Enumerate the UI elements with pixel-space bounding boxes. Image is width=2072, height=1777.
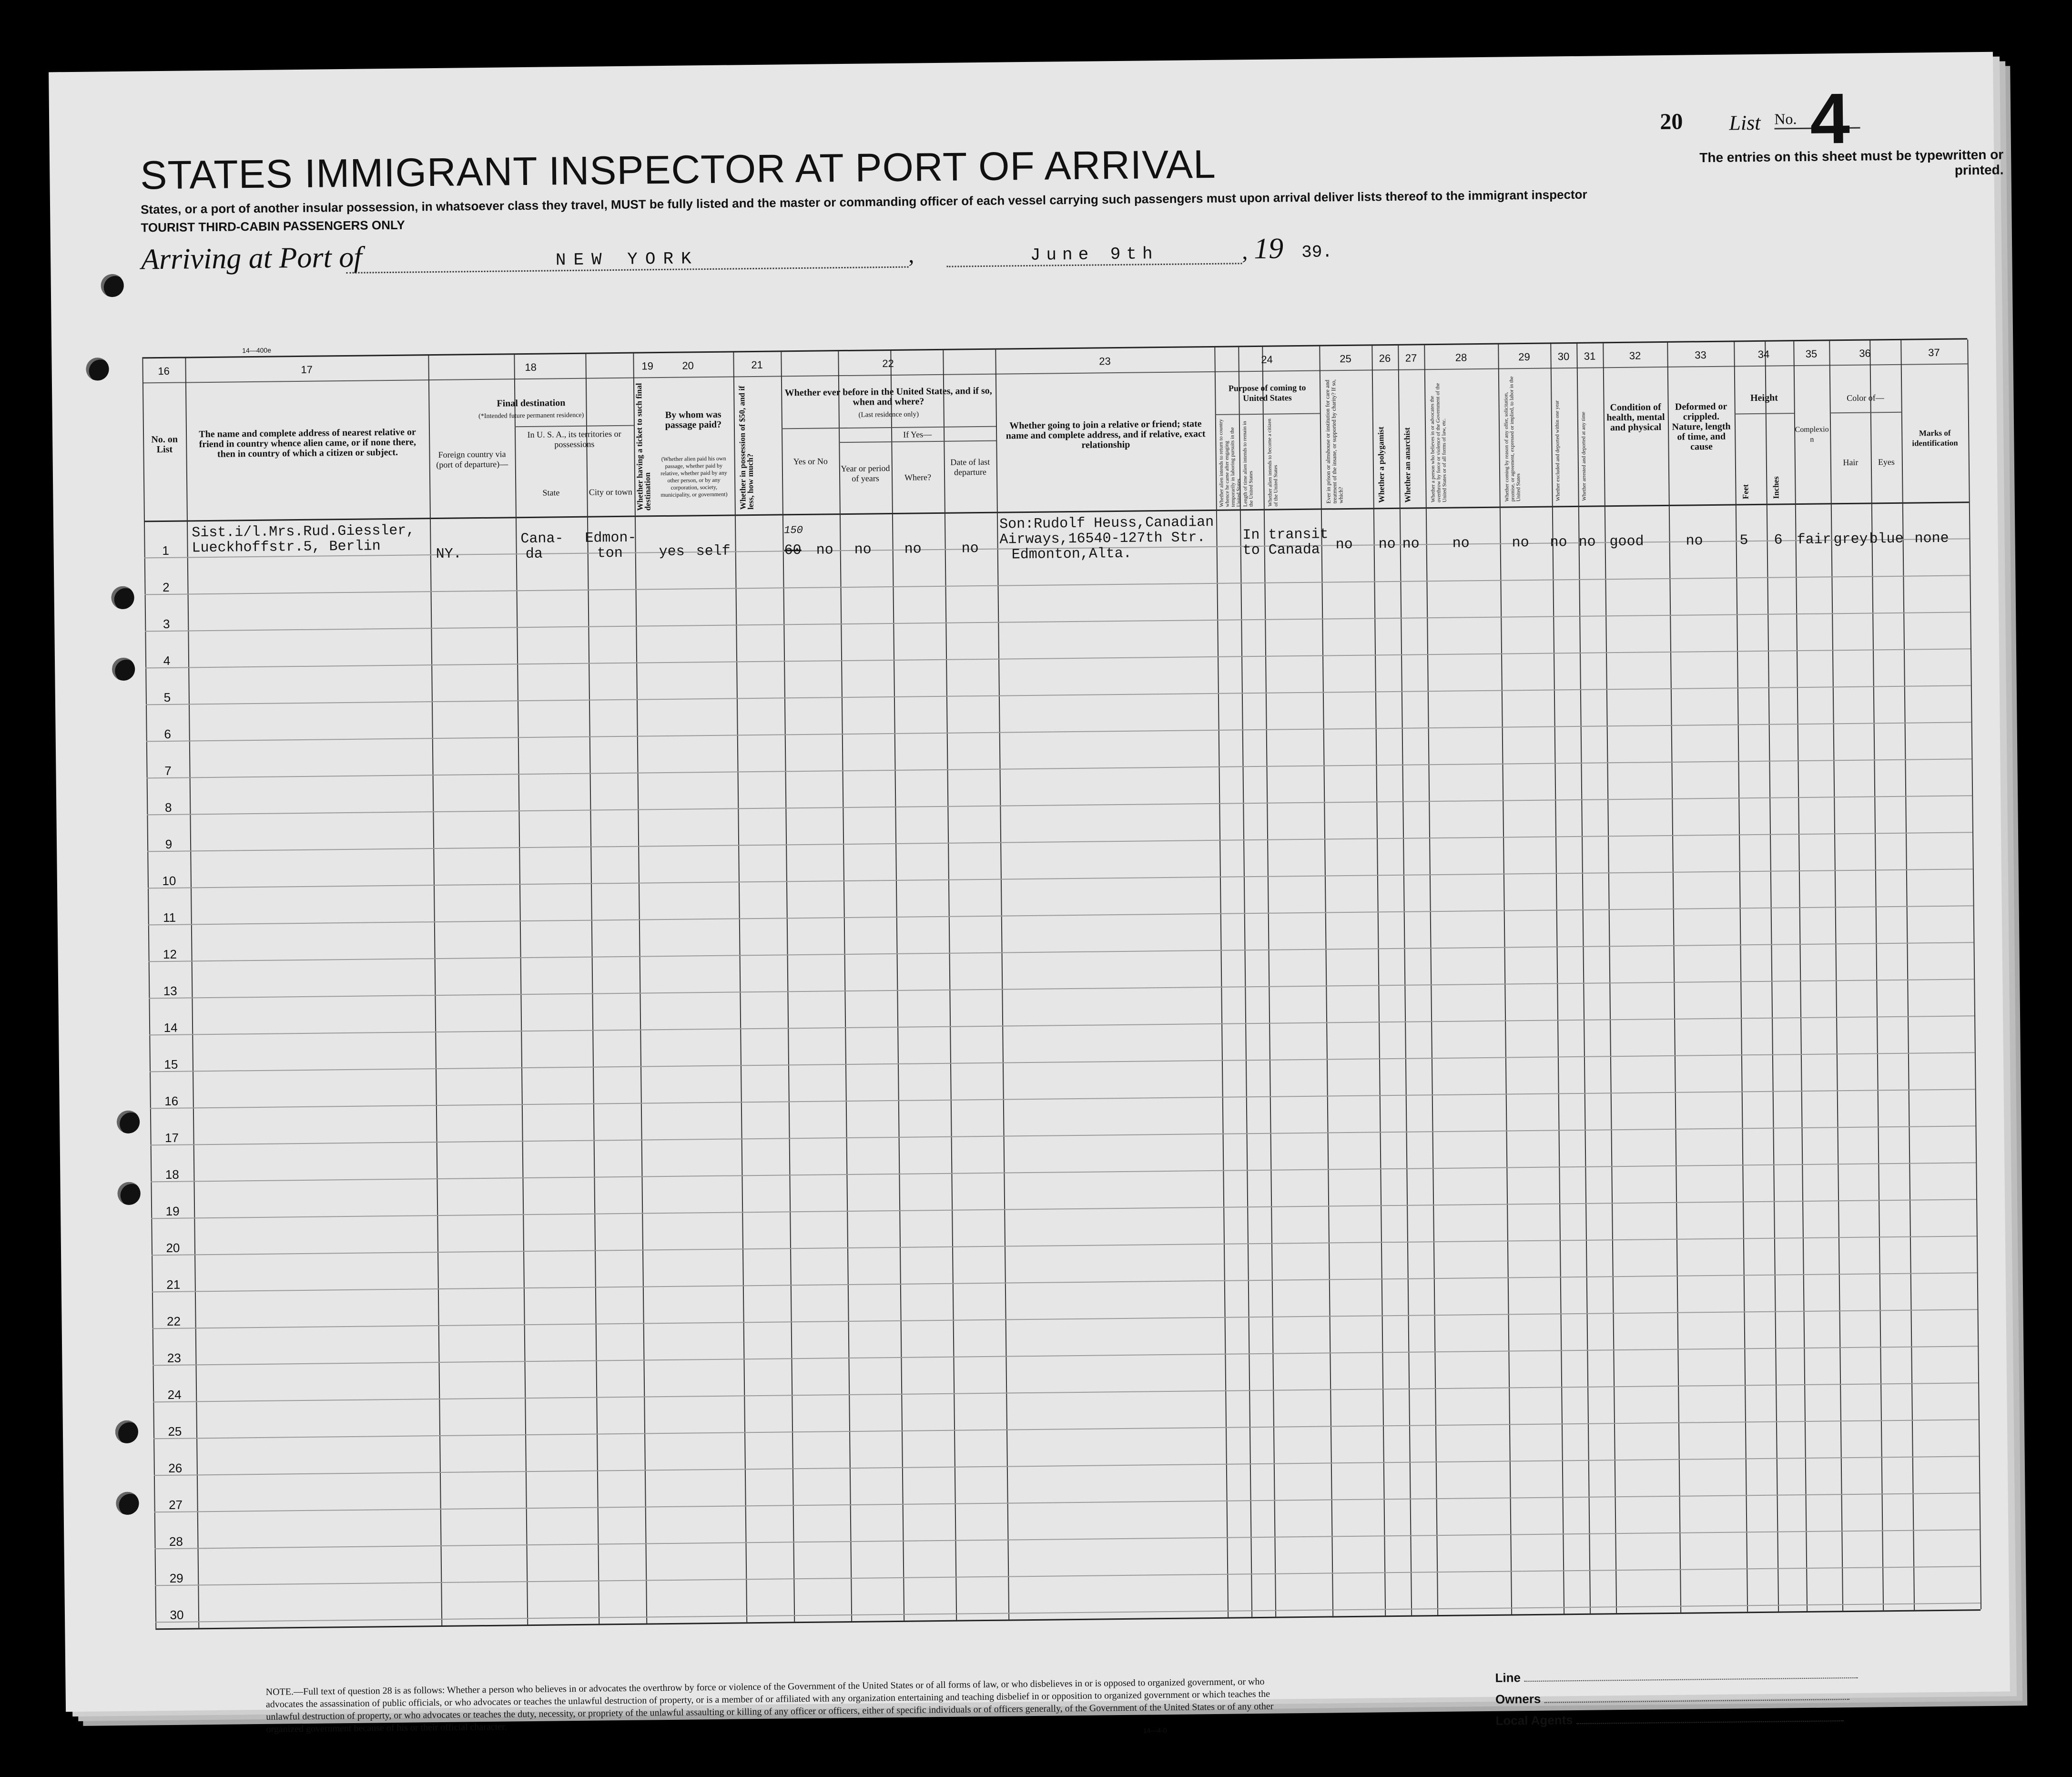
- row-number: 11: [163, 910, 176, 925]
- last-departure-header: Date of last departure: [950, 457, 990, 477]
- col-31-number: 31: [1584, 350, 1596, 362]
- row-number: 10: [162, 873, 176, 888]
- row-line: [152, 1236, 1977, 1256]
- row-line: [155, 1529, 1980, 1549]
- purpose-header: Purpose of coming to United States: [1228, 382, 1306, 403]
- col-18-number: 18: [525, 361, 537, 374]
- money-correction-cell: 150: [784, 524, 803, 537]
- polygamist-cell: no: [1378, 536, 1396, 553]
- col-23-number: 23: [1099, 355, 1111, 368]
- arrested-header: Whether arrested and deported at any time: [1580, 411, 1587, 501]
- final-destination-header: Final destination: [497, 398, 566, 409]
- binder-hole: [111, 586, 134, 610]
- separator: ,: [908, 242, 914, 268]
- row-line: [148, 905, 1973, 925]
- row-line: [151, 1199, 1976, 1219]
- list-number: 4: [1809, 78, 1850, 159]
- yes-no-header: Yes or No: [793, 456, 828, 467]
- line-label: Line: [1495, 1670, 1521, 1685]
- ticket-header: Whether having a ticket to such final destination: [634, 383, 652, 511]
- col-37-number: 37: [1928, 346, 1940, 359]
- complexion-header: Complexion: [1795, 425, 1829, 444]
- inches-header: Inches: [1771, 476, 1781, 499]
- arrival-date: June 9th: [946, 243, 1242, 267]
- inches-cell: 6: [1774, 532, 1783, 549]
- row-line: [150, 1052, 1975, 1072]
- arrested-cell: no: [1578, 534, 1596, 551]
- col-29-number: 29: [1518, 350, 1530, 363]
- height-header: Height: [1750, 392, 1778, 404]
- form-code: 14—400e: [242, 346, 272, 355]
- anarchist-cell: no: [1402, 536, 1420, 552]
- row-line: [148, 868, 1973, 888]
- if-yes-header: If Yes—: [903, 429, 932, 439]
- paid-by-cell: self: [696, 543, 731, 560]
- passage-paid-header: By whom was passage paid?: [665, 409, 722, 430]
- col-35-number: 35: [1805, 347, 1818, 360]
- ever-before-header: Whether ever before in the United States, and if so, when and where?: [784, 385, 992, 408]
- row-line: [146, 685, 1971, 705]
- row-number: 13: [163, 983, 177, 999]
- year-prefix: 20: [1660, 109, 1683, 135]
- labor-offer-cell: no: [1512, 534, 1529, 551]
- row-line: [152, 1272, 1977, 1292]
- row-number: 8: [164, 800, 172, 815]
- state-cell-line1: Cana-: [520, 531, 564, 548]
- overthrow-header: Whether a person who believes in or advocates the overthrow by force or violence of the Government of the United States or of all forms of law, etc.: [1429, 383, 1448, 503]
- row-number: 1: [162, 543, 170, 558]
- eyes-cell: blue: [1869, 531, 1904, 548]
- arrival-label: Arriving at Port of: [141, 241, 362, 276]
- last-departure-cell: no: [961, 541, 979, 557]
- city-header: City or town: [589, 487, 632, 497]
- row-number: 25: [168, 1424, 182, 1439]
- row-line: [154, 1492, 1980, 1512]
- list-no-field: No.: [1774, 110, 1860, 130]
- row-line: [147, 758, 1972, 778]
- joining-city-cell: Edmonton,Alta.: [1011, 545, 1132, 563]
- row-line: [153, 1346, 1978, 1366]
- city-cell-line2: ton: [597, 545, 623, 562]
- row-line: [150, 1089, 1975, 1109]
- col-34-number: 34: [1757, 348, 1770, 360]
- row-number: 5: [163, 690, 171, 705]
- row-number: 27: [168, 1497, 183, 1512]
- row-number: 7: [164, 763, 172, 778]
- col-33-number: 33: [1695, 349, 1706, 361]
- joining-header: Whether going to join a relative or friend; state name and complete address, and if relative, exact relationship: [1006, 419, 1206, 450]
- binder-hole: [117, 1182, 141, 1205]
- row-line: [152, 1309, 1978, 1329]
- marks-cell: none: [1914, 530, 1949, 547]
- relative-address-cell: Lueckhoffstr.5, Berlin: [192, 538, 381, 557]
- ever-before-cell: no: [816, 542, 833, 559]
- col-20-number: 20: [682, 359, 694, 372]
- list-label: List: [1729, 111, 1761, 135]
- row-line: [145, 575, 1970, 595]
- row-line: [147, 795, 1972, 815]
- col-30-number: 30: [1557, 350, 1570, 363]
- deformed-cell: no: [1686, 533, 1703, 550]
- row-number: 6: [164, 726, 172, 741]
- hair-cell: grey: [1833, 531, 1868, 548]
- row-line: [151, 1162, 1976, 1182]
- col-26-number: 26: [1379, 352, 1391, 365]
- row-number: 22: [166, 1314, 181, 1329]
- row-line: [145, 648, 1970, 668]
- where-header: Where?: [904, 472, 932, 482]
- feet-cell: 5: [1739, 532, 1748, 549]
- row-number: 12: [163, 947, 177, 962]
- hair-header: Hair: [1843, 457, 1859, 468]
- row-number: 15: [164, 1057, 178, 1072]
- final-destination-sub: (*Intended future permanent residence): [478, 411, 584, 420]
- binder-hole: [116, 1492, 139, 1515]
- binder-hole: [115, 1420, 139, 1444]
- manifest-table: [142, 338, 1981, 1630]
- excluded-cell: no: [1550, 534, 1567, 551]
- passage-paid-note: (Whether alien paid his own passage, whether paid by relative, whether paid by any other person, or by any corporation, society, municipality, or government): [660, 455, 728, 499]
- color-header: Color of—: [1847, 393, 1884, 403]
- purpose-length-header: Length of time alien intends to remain in the United States: [1241, 421, 1254, 507]
- excluded-header: Whether excluded and deported within one year: [1554, 400, 1561, 501]
- row-line: [149, 979, 1974, 999]
- complexion-cell: fair: [1797, 531, 1831, 549]
- prison-header: Ever in prison or almshouse or institution for care and treatment of the insane, or supported by charity? If so, which?: [1324, 379, 1344, 504]
- arrival-port: NEW YORK: [346, 247, 908, 274]
- fifty-dollars-header: Whether in possession of $50, and if less, how much?: [737, 386, 755, 510]
- row-line: [149, 942, 1974, 962]
- row-number: 4: [163, 653, 171, 668]
- anarchist-header: Whether an anarchist: [1402, 427, 1412, 503]
- manifest-sheet: [49, 52, 2010, 1735]
- city-cell-line1: Edmon-: [585, 530, 637, 547]
- row-number: 26: [168, 1460, 183, 1475]
- row-number: 3: [163, 616, 170, 632]
- separator: ,: [1241, 239, 1248, 265]
- row-number: 20: [166, 1240, 180, 1256]
- row-number: 30: [170, 1607, 184, 1622]
- col-25-number: 25: [1340, 352, 1351, 365]
- eyes-header: Eyes: [1878, 457, 1895, 467]
- col-22-number: 22: [882, 357, 894, 370]
- row-number: 9: [165, 837, 173, 851]
- purpose-return-header: Whether alien intends to return to country whence he came after engaging temporarily in laboring pursuits in the United States: [1218, 419, 1242, 507]
- row-number: 21: [166, 1277, 181, 1292]
- binder-hole: [117, 1111, 140, 1134]
- relative-header: The name and complete address of nearest relative or friend in country whence alien came, or if none there, then in country of which a citizen or subject.: [199, 427, 416, 460]
- foreign-via-header: Foreign country via (port of departure)—: [436, 449, 508, 470]
- passenger-class: TOURIST THIRD-CABIN PASSENGERS ONLY: [141, 217, 405, 235]
- binder-hole: [101, 274, 124, 297]
- money-cell: 60: [784, 542, 802, 559]
- owners-label: Owners: [1495, 1691, 1541, 1706]
- no-on-list-header: No. on List: [151, 434, 178, 455]
- binder-hole: [112, 658, 135, 681]
- col-19-number: 19: [641, 360, 653, 372]
- purpose-cell-line1: In transit: [1242, 526, 1329, 544]
- col-27-number: 27: [1405, 352, 1417, 364]
- col-36-number: 36: [1859, 347, 1871, 359]
- joining-address-cell: Airways,16540-127th Str.: [999, 530, 1206, 548]
- where-cell: no: [904, 541, 922, 558]
- purpose-citizen-header: Whether alien intends to become a citizen of the United States: [1266, 419, 1279, 507]
- health-cell: good: [1609, 533, 1644, 551]
- year-period-cell: no: [854, 541, 872, 558]
- row-number: 14: [163, 1020, 178, 1035]
- row-line: [153, 1382, 1978, 1402]
- row-line: [146, 722, 1971, 742]
- usa-header: In U. S. A., its territories or possessions: [527, 429, 621, 449]
- entries-note: The entries on this sheet must be typewritten or printed.: [1699, 147, 2004, 178]
- row-number: 16: [164, 1093, 179, 1109]
- question-28-note: NOTE.—Full text of question 28 is as follows: Whether a person who believes in or advocates the overthrow by force or violence of the Government of the United States or of all forms of law, or who disbelieves in or is opposed to organized government, or who advocates the assassination of public officials, or who advocates or teaches the unlawful destruction of property, or is a member of or affiliated with any organization entertaining and teaching disbelief in or opposition to organized government or which teaches the unlawful destruction of property, or who advocates or teaches the duty, necessity, or propriety of the unlawful assaulting or killing of any officer or officers, either of specific individuals or of officers generally, of the Government of the United States or of any other organized government because of his or their official character.: [265, 1676, 1274, 1735]
- row-number: 23: [167, 1350, 181, 1365]
- relative-name-cell: Sist.i/l.Mrs.Rud.Giessler,: [192, 522, 415, 541]
- purpose-cell-line2: to Canada: [1242, 541, 1320, 559]
- col-32-number: 32: [1629, 349, 1641, 362]
- row-number: 24: [167, 1387, 182, 1402]
- labor-offer-header: Whether coming by reason of any offer, solicitation, promise, or agreement, expressed or implied, to labor in the United States: [1503, 376, 1522, 502]
- col-16-number: 16: [158, 365, 170, 378]
- row-number: 29: [169, 1571, 183, 1585]
- row-line: [153, 1419, 1979, 1439]
- binder-hole: [86, 357, 109, 381]
- prison-cell: no: [1335, 536, 1353, 553]
- agents-label: Local Agents: [1495, 1713, 1573, 1728]
- arrival-year-suffix: 39.: [1301, 242, 1333, 262]
- row-line: [154, 1456, 1979, 1476]
- col-28-number: 28: [1455, 351, 1467, 364]
- row-line: [149, 1015, 1974, 1035]
- row-line: [155, 1603, 1981, 1623]
- year-period-header: Year or period of years: [841, 463, 890, 483]
- row-line: [145, 612, 1970, 632]
- polygamist-header: Whether a polygamist: [1376, 426, 1386, 503]
- col-17-number: 17: [301, 363, 313, 376]
- deformed-header: Deformed or crippled. Nature, length of time, and cause: [1672, 401, 1731, 452]
- subtitle: States, or a port of another insular possession, in whatsoever class they travel, MUST be fully listed and the master or commanding officer of each vessel carrying such passengers must upon arrival deliver lists thereof to the immigrant inspector: [140, 187, 1587, 217]
- footer-form-code: 14—4-0: [1143, 1726, 1167, 1735]
- row-number: 28: [169, 1534, 183, 1549]
- agents-signature: [1495, 1710, 1844, 1728]
- health-header: Condition of health, mental and physical: [1606, 402, 1665, 433]
- row-number: 2: [163, 580, 170, 595]
- marks-header: Marks of identification: [1912, 428, 1958, 448]
- row-number: 18: [165, 1167, 179, 1182]
- state-header: State: [542, 488, 560, 498]
- joining-name-cell: Son:Rudolf Heuss,Canadian: [999, 514, 1214, 533]
- row-line: [147, 832, 1972, 852]
- feet-header: Feet: [1741, 484, 1750, 500]
- col-21-number: 21: [751, 358, 763, 371]
- arrival-year-prefix: 19: [1253, 232, 1284, 265]
- ticket-cell: yes: [659, 543, 685, 561]
- foreign-via-cell: NY.: [436, 546, 462, 563]
- state-cell-line2: da: [525, 546, 543, 563]
- page-title: STATES IMMIGRANT INSPECTOR AT PORT OF ARRIVAL: [140, 141, 1217, 198]
- row-number: 19: [165, 1204, 180, 1219]
- owners-signature: [1495, 1688, 1850, 1707]
- col-24-number: 24: [1261, 353, 1273, 366]
- row-line: [155, 1566, 1980, 1586]
- overthrow-cell: no: [1452, 535, 1470, 552]
- ever-before-sub: (Last residence only): [858, 410, 919, 419]
- row-line: [151, 1125, 1976, 1145]
- row-number: 17: [164, 1130, 179, 1145]
- line-signature: [1495, 1667, 1858, 1685]
